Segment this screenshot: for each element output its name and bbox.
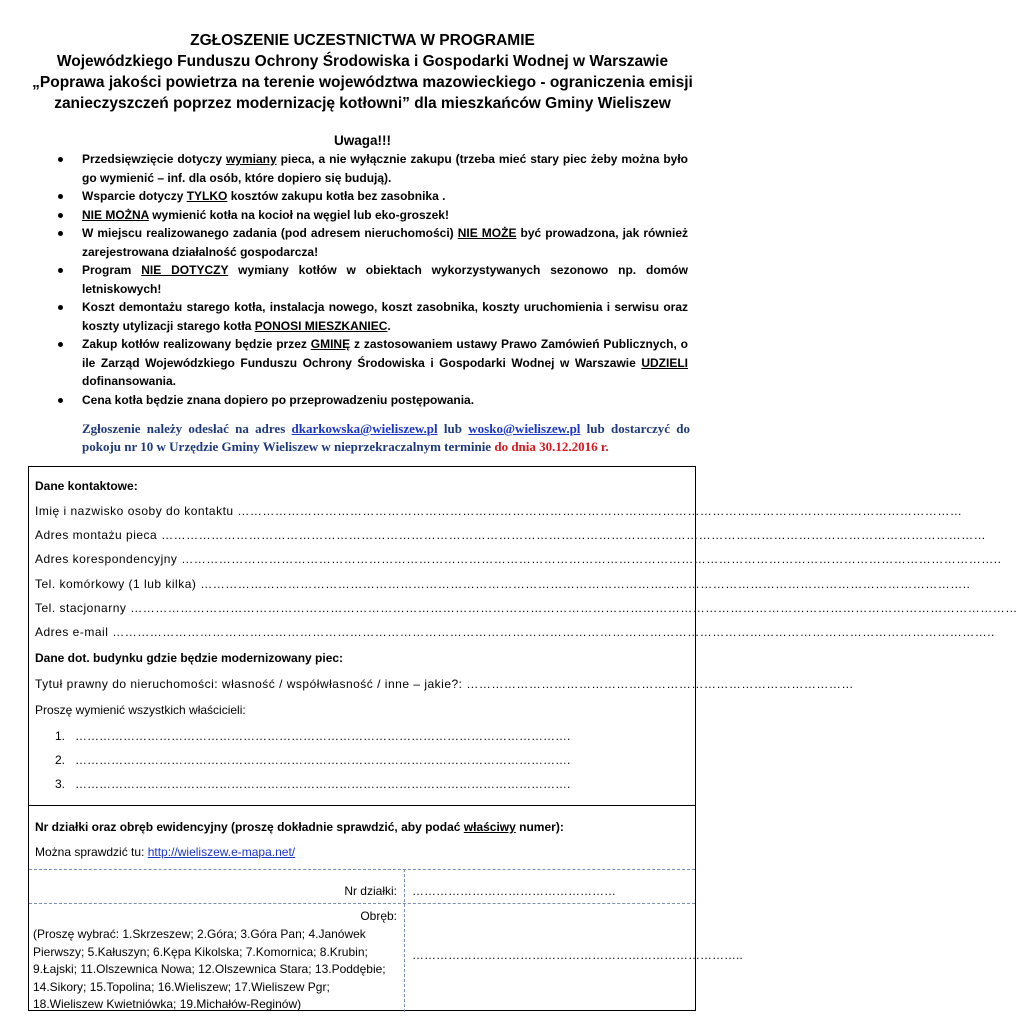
bullet-icon: [58, 213, 63, 218]
notice-emphasis: UDZIELI: [641, 355, 688, 370]
bullet-icon: [58, 398, 63, 403]
notice-text: .: [387, 318, 391, 333]
bullet-icon: [58, 268, 63, 273]
owner-number: 1.: [55, 729, 66, 743]
bullet-icon: [58, 231, 63, 236]
notice-text: wymiany kotłów w obiektach wykorzystywanych sezonowo np. domów letniskowych!: [82, 263, 688, 296]
plot-number-label: Nr działki:: [344, 884, 397, 898]
notice-text: dofinansowania.: [82, 374, 177, 388]
plot-number-field[interactable]: ……………………………………………: [412, 884, 616, 898]
owner-dots: …………………………………………………………………………………………………………….: [75, 777, 571, 791]
owner-1-field[interactable]: [55, 729, 570, 743]
owner-number: 3.: [55, 777, 66, 791]
notice-text: z zastosowaniem ustawy Prawo Zamówień Publicznych, o ile Zarząd Wojewódzkiego Funduszu Ochrony Środowiska i Gospodarki Wodnej w Warszawie: [82, 337, 688, 370]
notice-text: Cena kotła będzie znana dopiero po przeprowadzeniu postępowania.: [82, 392, 475, 407]
section-divider: [29, 805, 695, 806]
notice-text: Zakup kotłów realizowany będzie przez: [82, 337, 311, 351]
submission-info: [82, 420, 690, 456]
plot-heading-text: Nr działki oraz obręb ewidencyjny (proszę dokładnie sprawdzić, aby podać: [35, 820, 464, 834]
submission-text: Zgłoszenie należy odesłać na adres: [82, 421, 292, 436]
notice-emphasis: TYLKO: [186, 189, 228, 203]
owner-2-field[interactable]: [55, 753, 570, 767]
notice-item: [58, 224, 688, 261]
application-form: [28, 466, 1018, 1011]
plot-heading-emphasis: właściwy: [463, 820, 516, 834]
notice-item: [58, 206, 688, 225]
title-line-2: Wojewódzkiego Funduszu Ochrony Środowiska i Gospodarki Wodnej w Warszawie: [56, 53, 669, 70]
submission-text: lub dostarczyć do pokoju nr 10 w Urzędzie Gminy Wieliszew w nieprzekraczalnym terminie: [82, 421, 691, 454]
document-header: [20, 30, 705, 114]
notice-text: W miejscu realizowanego zadania (pod adresem nieruchomości): [82, 226, 458, 240]
email-link-2[interactable]: wosko@wieliszew.pl: [468, 421, 581, 436]
notice-text: być prowadzona, jak również zarejestrowana działalność gospodarcza!: [82, 226, 688, 259]
notice-text: kosztów zakupu kotła bez zasobnika .: [227, 189, 446, 203]
mobile-phone-field[interactable]: Tel. komórkowy (1 lub kilka) …………………………………………………………………………………………………………………………………………………………………..: [35, 577, 971, 591]
notice-list: [58, 150, 688, 409]
notice-item: [58, 391, 688, 410]
map-link[interactable]: http://wieliszew.e-mapa.net/: [147, 845, 296, 859]
correspondence-address-field[interactable]: Adres korespondencyjny ……………………………………………………………………………………………………………………………………………………………………………..: [35, 552, 1002, 566]
notice-text: Program: [82, 263, 142, 277]
email-field[interactable]: Adres e-mail …………………………………………………………………………………………………………………………………………………………………………………………..: [35, 625, 995, 639]
table-divider: [29, 869, 695, 870]
owners-label: Proszę wymienić wszystkich właścicieli:: [35, 703, 246, 717]
bullet-icon: [58, 305, 63, 310]
deadline-text: do dnia 30.12.2016 r.: [494, 439, 609, 454]
owner-dots: …………………………………………………………………………………………………………….: [75, 753, 571, 767]
email-link-1[interactable]: dkarkowska@wieliszew.pl: [291, 421, 438, 436]
title-line-3: „Poprawa jakości powietrza na terenie województwa mazowieckiego - ograniczenia emisji: [32, 74, 693, 91]
notice-emphasis: NIE MOŻNA: [82, 207, 149, 222]
building-heading: Dane dot. budynku gdzie będzie modernizowany piec:: [35, 651, 344, 665]
bullet-icon: [58, 194, 63, 199]
notice-text: Koszt demontażu starego kotła, instalacja nowego, koszt zasobnika, koszty uruchomienia i serwisu oraz koszty utylizacji starego kotła: [82, 300, 688, 333]
notice-text: wymienić kotła na kocioł na węgiel lub eko-groszek!: [148, 207, 449, 222]
landline-phone-field[interactable]: Tel. stacjonarny ……………………………………………………………………………………………………………………………………………………………………………………………: [35, 601, 1018, 615]
notice-text: Przedsięwzięcie dotyczy: [82, 152, 226, 166]
table-divider: [29, 903, 695, 904]
notice-text: pieca, a nie wyłącznie zakupu (trzeba mieć stary piec żeby można było go wymienić – inf. dla osób, które dopiero się budują).: [82, 152, 688, 185]
owner-number: 2.: [55, 753, 66, 767]
precinct-options: (Proszę wybrać: 1.Skrzeszew; 2.Góra; 3.Góra Pan; 4.Janówek Pierwszy; 5.Kałuszyn; 6.Kępa Kikolska; 7.Komornica; 8.Krubin; 9.Łajski; 11.Olszewnica Nowa; 12.Olszewnica Stara; 13.Poddębie; 14.Sikory; 15.Topolina; 16.Wieliszew; 17.Wieliszew Pgr; 18.Wieliszew Kwietniówka; 19.Michałów-Reginów): [33, 927, 386, 1011]
notice-item: [58, 261, 688, 298]
notice-text: Wsparcie dotyczy: [82, 189, 187, 203]
notice-item: [58, 335, 688, 391]
notice-emphasis: NIE MOŻE: [457, 226, 517, 240]
title-line-4: zanieczyszczeń poprzez modernizację kotłowni” dla mieszkańców Gminy Wieliszew: [54, 95, 671, 112]
notice-item: [58, 298, 688, 335]
title-line-1: ZGŁOSZENIE UCZESTNICTWA W PROGRAMIE: [190, 32, 535, 49]
bullet-icon: [58, 157, 63, 162]
plot-heading: [35, 820, 687, 834]
notice-emphasis: NIE DOTYCZY: [141, 263, 229, 277]
precinct-label: Obręb:: [360, 909, 397, 923]
submission-text: lub: [437, 421, 469, 436]
owner-3-field[interactable]: [55, 777, 570, 791]
notice-emphasis: wymiany: [225, 152, 277, 166]
install-address-field[interactable]: Adres montażu pieca ………………………………………………………………………………………………………………………………………………………………………………: [35, 528, 987, 542]
notice-item: [58, 150, 688, 187]
table-column-divider: [404, 869, 405, 1012]
notice-emphasis: PONOSI MIESZKANIEC: [254, 318, 388, 333]
plot-heading-text: numer):: [515, 820, 564, 834]
map-check-row: [35, 845, 687, 859]
notice-item: [58, 187, 688, 206]
notice-title: Uwaga!!!: [334, 133, 391, 148]
map-check-label: Można sprawdzić tu:: [35, 845, 148, 859]
owner-dots: …………………………………………………………………………………………………………….: [75, 729, 571, 743]
contact-name-field[interactable]: Imię i nazwisko osoby do kontaktu …………………………………………………………………………………………………………………………………………………………: [35, 504, 963, 518]
bullet-icon: [58, 342, 63, 347]
legal-title-field[interactable]: Tytuł prawny do nieruchomości: własność / współwłasność / inne – jakie?: …………………………………………………………………………………: [35, 677, 854, 691]
notice-emphasis: GMINĘ: [310, 337, 351, 351]
precinct-field[interactable]: ………………………………………………………………………..: [412, 948, 743, 962]
contact-heading: Dane kontaktowe:: [35, 479, 138, 493]
